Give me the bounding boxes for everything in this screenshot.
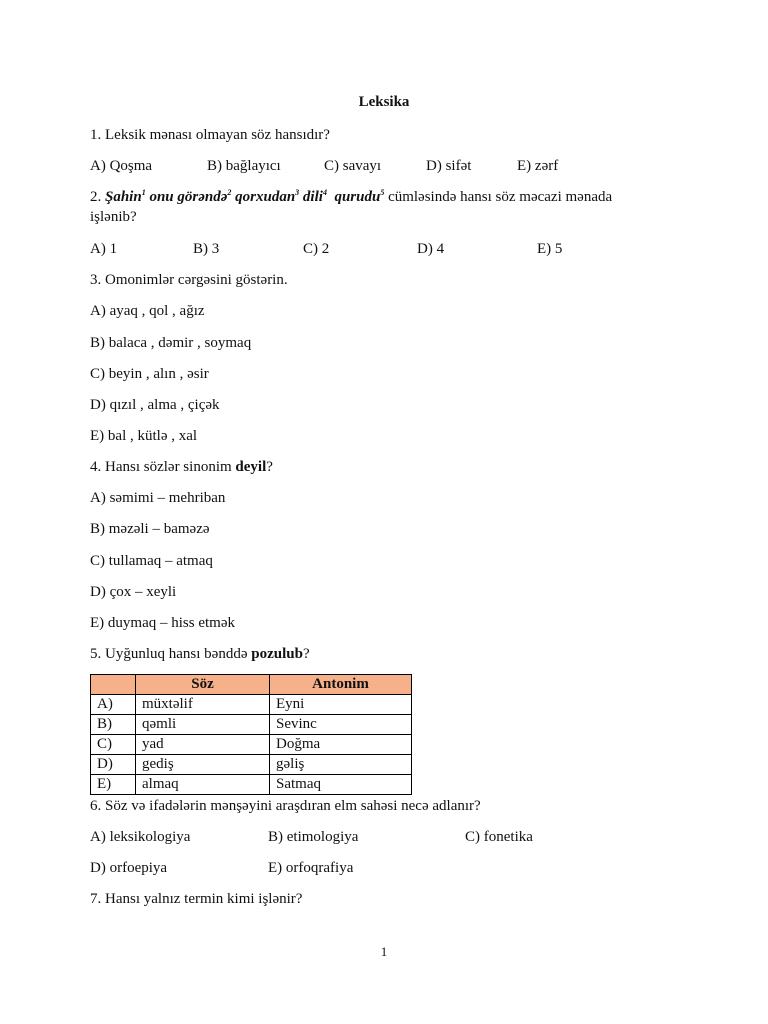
table-header-row — [91, 675, 412, 695]
table-header-antonim: Antonim — [270, 675, 412, 695]
table-cell-word: müxtəlif — [136, 695, 270, 715]
q6-option-c: C) fonetika — [465, 829, 533, 845]
q1-option-b: B) bağlayıcı — [207, 158, 281, 174]
q2-word-1: Şahin — [105, 189, 142, 205]
table-cell-word: qəmli — [136, 715, 270, 735]
q1-option-d: D) sifət — [426, 158, 472, 174]
q2-option-b: B) 3 — [193, 241, 220, 257]
q2-sup-4: 4 — [322, 188, 327, 197]
question-1: 1. Leksik mənası olmayan söz hansıdır? — [90, 127, 330, 143]
table-cell-antonym: Doğma — [270, 735, 412, 755]
q6-option-d: D) orfoepiya — [90, 860, 168, 876]
table-cell-label: C) — [91, 735, 136, 755]
q4-option-d: D) çox – xeyli — [90, 584, 177, 600]
antonym-table — [90, 674, 412, 795]
page-title: Leksika — [358, 94, 410, 110]
q3-option-e: E) bal , kütlə , xal — [90, 428, 198, 444]
q4-text: 4. Hansı sözlər sinonim — [90, 459, 236, 475]
q2-word-5: qurudu — [334, 189, 381, 205]
q5-emphasis: pozulub — [251, 646, 303, 662]
q6-option-b: B) etimologiya — [268, 829, 359, 845]
q3-option-b: B) balaca , dəmir , soymaq — [90, 335, 252, 351]
table-header-soz: Söz — [136, 675, 270, 695]
table-row — [91, 695, 412, 715]
q2-word-4: dili — [302, 189, 323, 205]
table-cell-label: E) — [91, 775, 136, 795]
q1-option-c: C) savayı — [324, 158, 382, 174]
table-cell-antonym: Satmaq — [270, 775, 412, 795]
q2-option-a: A) 1 — [90, 241, 118, 257]
table-cell-antonym: gəliş — [270, 755, 412, 775]
q4-option-c: C) tullamaq – atmaq — [90, 553, 213, 569]
table-cell-word: yad — [136, 735, 270, 755]
q2-sup-3: 3 — [295, 188, 300, 197]
q3-option-c: C) beyin , alın , əsir — [90, 366, 209, 382]
table-row — [91, 735, 412, 755]
q2-suffix: cümləsində hansı söz məcazi mənada — [384, 189, 613, 205]
q2-prefix: 2. — [90, 189, 105, 205]
q5-text: 5. Uyğunluq hansı bənddə — [90, 646, 252, 662]
q2-option-e: E) 5 — [537, 241, 563, 257]
q5-end: ? — [302, 646, 310, 662]
q4-option-a: A) səmimi – mehriban — [90, 490, 226, 506]
q1-option-e: E) zərf — [517, 158, 559, 174]
table-cell-word: gediş — [136, 755, 270, 775]
table-cell-antonym: Eyni — [270, 695, 412, 715]
table-row — [91, 775, 412, 795]
q4-option-b: B) məzəli – baməzə — [90, 521, 210, 537]
table-cell-label: A) — [91, 695, 136, 715]
question-7: 7. Hansı yalnız termin kimi işlənir? — [90, 891, 303, 907]
table-cell-label: B) — [91, 715, 136, 735]
table-cell-antonym: Sevinc — [270, 715, 412, 735]
table-cell-word: almaq — [136, 775, 270, 795]
table-row — [91, 755, 412, 775]
table-header-empty — [91, 675, 136, 695]
table-cell-label: D) — [91, 755, 136, 775]
q2-word-3: qorxudan — [235, 189, 296, 205]
q3-option-a: A) ayaq , qol , ağız — [90, 303, 205, 319]
question-5 — [90, 645, 310, 663]
q4-option-e: E) duymaq – hiss etmək — [90, 615, 235, 631]
page-number: 1 — [380, 944, 388, 959]
q4-end: ? — [266, 459, 273, 475]
question-4 — [90, 458, 273, 476]
q4-emphasis: deyil — [235, 459, 267, 475]
q3-option-d: D) qızıl , alma , çiçək — [90, 397, 220, 413]
q2-sup-1: 1 — [141, 188, 146, 197]
q2-sup-5: 5 — [380, 188, 385, 197]
q2-word-2: onu görəndə — [149, 189, 228, 205]
question-3: 3. Omonimlər cərgəsini göstərin. — [90, 272, 288, 288]
q6-option-e: E) orfoqrafiya — [268, 860, 354, 876]
question-6: 6. Söz və ifadələrin mənşəyini araşdıran elm sahəsi necə adlanır? — [90, 798, 481, 814]
table-row — [91, 715, 412, 735]
q2-option-c: C) 2 — [303, 241, 330, 257]
q1-option-a: A) Qoşma — [90, 158, 153, 174]
q6-option-a: A) leksikologiya — [90, 829, 191, 845]
q2-sup-2: 2 — [227, 188, 232, 197]
question-2 — [90, 188, 612, 206]
q2-option-d: D) 4 — [417, 241, 445, 257]
question-2-line-2: işlənib? — [90, 209, 137, 225]
